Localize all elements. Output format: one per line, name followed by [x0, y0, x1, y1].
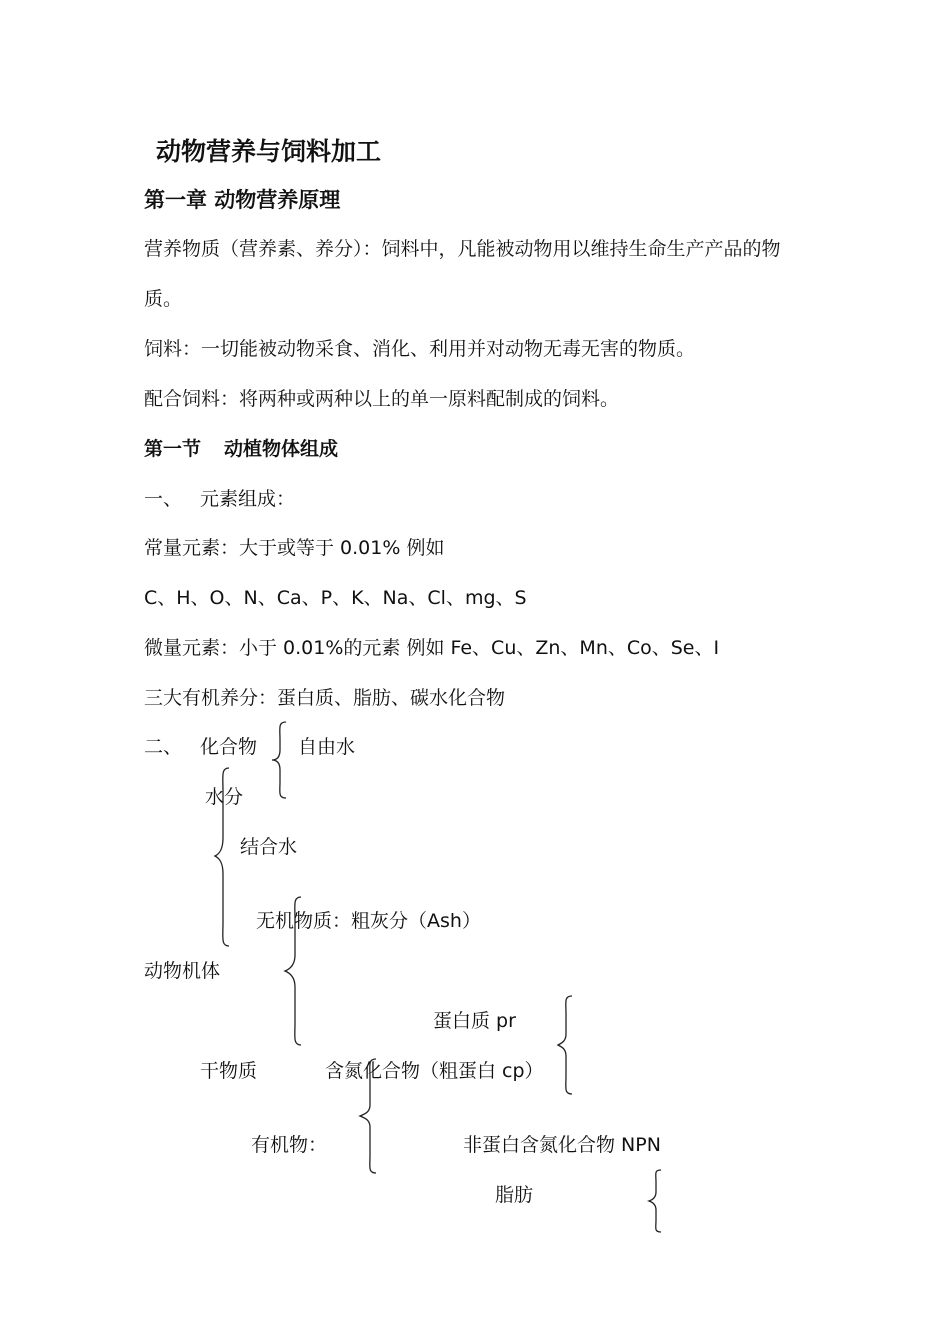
dry-matter-label: 干物质 [200, 1060, 258, 1082]
micro-elements: 微量元素：小于 0.01%的元素 例如 Fe、Cu、Zn、Mn、Co、Se、I [144, 637, 720, 659]
brace-fat [647, 1168, 665, 1234]
animal-body-label: 动物机体 [144, 960, 221, 982]
brace-water [213, 766, 233, 948]
bound-water-label: 结合水 [240, 836, 298, 858]
brace-animal-body [283, 895, 305, 1047]
organic-nutrients: 三大有机养分：蛋白质、脂肪、碳水化合物 [144, 687, 506, 709]
document-title: 动物营养与饲料加工 [156, 137, 382, 166]
free-water-label: 自由水 [298, 736, 356, 758]
compounds-number: 二、 [144, 736, 183, 758]
elements-heading: 元素组成： [200, 488, 296, 510]
nutrient-definition-line2: 质。 [144, 288, 183, 310]
chapter-heading: 第一章 动物营养原理 [144, 188, 341, 212]
macro-elements: 常量元素：大于或等于 0.01% 例如 [144, 537, 445, 559]
elements-number: 一、 [144, 488, 183, 510]
npn-label: 非蛋白含氮化合物 NPN [463, 1134, 661, 1156]
fat-label: 脂肪 [495, 1184, 534, 1206]
brace-nitrogen-compounds [556, 994, 576, 1096]
section-label: 第一节 [144, 438, 202, 460]
nutrient-definition-line1: 营养物质（营养素、养分）：饲料中，凡能被动物用以维持生命生产产品的物 [144, 238, 781, 260]
compound-feed-definition: 配合饲料：将两种或两种以上的单一原料配制成的饲料。 [144, 388, 620, 410]
compounds-heading: 化合物 [200, 736, 258, 758]
water-label: 水分 [205, 786, 244, 808]
feed-definition: 饲料：一切能被动物采食、消化、利用并对动物无毒无害的物质。 [144, 338, 696, 360]
organic-matter-label: 有机物： [251, 1134, 328, 1156]
section-title: 动植物体组成 [224, 438, 339, 460]
inorganic-matter-label: 无机物质：粗灰分（Ash） [256, 910, 481, 932]
nitrogen-compounds-label: 含氮化合物（粗蛋白 cp） [325, 1060, 544, 1082]
brace-compounds [270, 720, 290, 800]
protein-label: 蛋白质 pr [433, 1010, 516, 1032]
macro-elements-list: C、H、O、N、Ca、P、K、Na、Cl、mg、S [144, 587, 527, 609]
brace-organic-matter [358, 1057, 380, 1175]
